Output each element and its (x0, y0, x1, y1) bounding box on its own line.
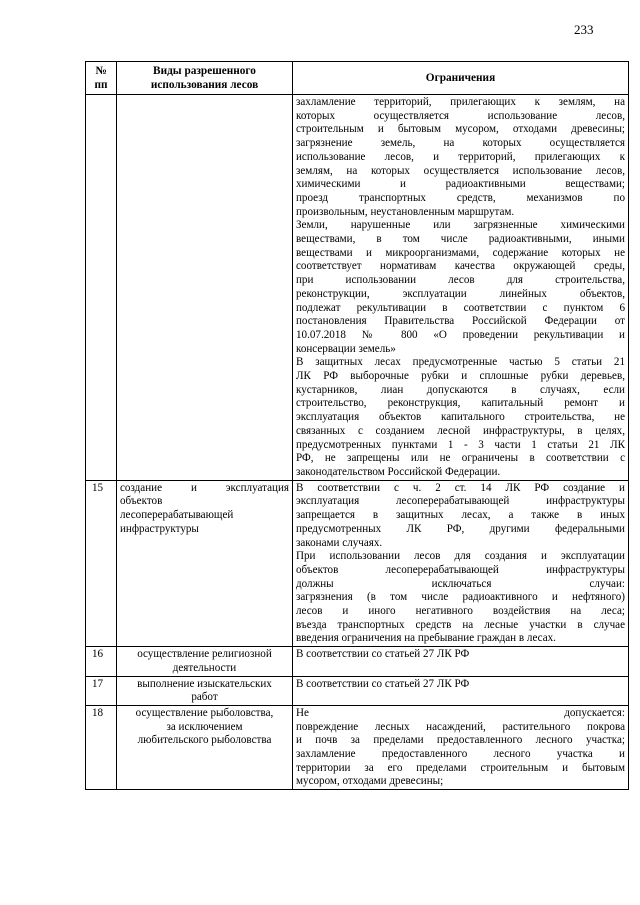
text-line: осуществление религиозной (137, 648, 272, 661)
row-number: 16 (86, 647, 117, 676)
text-line: повреждение лесных насаждений, растительного покрова (296, 720, 625, 733)
text-line: Земли, нарушенные или загрязненные химическими (296, 219, 625, 232)
restrictions-cell (293, 480, 629, 646)
table-row (86, 705, 629, 789)
text-line: подлежат рекультивации в соответствии с пунктом 6 (296, 301, 625, 314)
text-line: захламление предоставленного лесного участка и (296, 748, 625, 761)
text-line: веществами и микроорганизмами, содержание которых не (296, 246, 625, 259)
use-type-cell (117, 647, 293, 676)
text-line: запрещается в защитных лесах, а также в иных (296, 509, 625, 522)
text-line: Не допускается: (296, 706, 625, 719)
cell-num-empty (86, 95, 117, 481)
text-line: В соответствии со статьей 27 ЛК РФ (296, 648, 470, 661)
header-restrictions: Ограничения (293, 62, 629, 95)
page-number: 233 (574, 22, 594, 37)
text-line: въезда транспортных средств на лесные участки в случае (296, 618, 625, 631)
text-line: химическими и радиоактивными веществами; (296, 178, 625, 191)
text-line: эксплуатация объектов капитального строительства, не (296, 411, 625, 424)
text-line: веществами, в том числе радиоактивными, иными (296, 233, 625, 246)
text-line: реконструкции, эксплуатации линейных объектов, (296, 287, 625, 300)
text-line: ЛК РФ выборочные рубки и сплошные рубки деревьев, (296, 370, 625, 383)
cell-restrictions-continued (293, 95, 629, 481)
text-line: использование лесов, и территорий, прилегающих к (296, 150, 625, 163)
text-line: лесов и иного негативного воздействия на леса; (296, 605, 625, 618)
text-line: предусмотренных пунктами 1 - 3 части 1 статьи 21 ЛК (296, 438, 625, 451)
text-line: деятельности (172, 661, 237, 674)
row-number: 18 (86, 705, 117, 789)
text-line: соответствует нормативам качества окружающей среды, (296, 260, 625, 273)
text-line: которых осуществляется использование лесов, (296, 109, 625, 122)
text-line: любительского рыболовства (137, 734, 272, 747)
text-line: создание и эксплуатация (120, 481, 289, 494)
text-line: инфраструктуры (120, 522, 199, 535)
text-line: загрязнение земель, на которых осуществляется (296, 137, 625, 150)
text-line: кустарников, лиан допускаются в случаях, если (296, 383, 625, 396)
text-line: 10.07.2018 № 800 «О проведении рекультивации и (296, 328, 625, 341)
header-num: № пп (86, 62, 117, 95)
text-line: объектов лесоперерабатывающей инфраструктуры (296, 563, 625, 576)
row-number: 17 (86, 676, 117, 705)
text-line: и почв за пределами предоставленного лесного участка; (296, 734, 625, 747)
table-header-row (86, 62, 629, 95)
table-row (86, 480, 629, 646)
text-line: введения ограничения на пребывание граждан в лесах. (296, 632, 556, 645)
text-line: лесоперерабатывающей (120, 509, 234, 522)
cell-use-type-empty (117, 95, 293, 481)
restrictions-table (85, 61, 629, 790)
text-line: выполнение изыскательских (137, 677, 272, 690)
text-line: мусором, отходами древесины; (296, 775, 444, 788)
use-type-cell (117, 480, 293, 646)
text-line: эксплуатация лесоперерабатывающей инфраструктуры (296, 495, 625, 508)
text-line: строительство, реконструкция, капитальный ремонт и (296, 397, 625, 410)
text-line: объектов (120, 495, 163, 508)
text-line: работ (191, 691, 218, 704)
text-line: должны исключаться случаи: (296, 577, 625, 590)
table-row-continued (86, 95, 629, 481)
text-line: произвольным, неустановленным маршрутам. (296, 205, 515, 218)
use-type-cell (117, 676, 293, 705)
text-line: проезд транспортных средств, механизмов по (296, 191, 625, 204)
table-row (86, 647, 629, 676)
text-line: за исключением (166, 720, 243, 733)
text-line: при использовании лесов для строительства, (296, 274, 625, 287)
text-line: В соответствии с ч. 2 ст. 14 ЛК РФ создание и (296, 481, 625, 494)
text-line: консервации земель» (296, 342, 396, 355)
text-line: В защитных лесах предусмотренные частью 5 статьи 21 (296, 356, 625, 369)
text-line: осуществление рыболовства, (135, 706, 274, 719)
text-line: загрязнения (в том числе радиоактивного и нефтяного) (296, 591, 625, 604)
text-line: законодательством Российской Федерации. (296, 465, 501, 478)
text-line: землям, на которых осуществляется использование лесов, (296, 164, 625, 177)
text-line: территории за его пределами строительным и бытовым (296, 761, 625, 774)
text-line: При использовании лесов для создания и эксплуатации (296, 550, 625, 563)
table-row (86, 676, 629, 705)
text-line: связанных с созданием лесной инфраструктуры, в целях, (296, 424, 625, 437)
use-type-cell (117, 705, 293, 789)
restrictions-cell (293, 705, 629, 789)
text-line: В соответствии со статьей 27 ЛК РФ (296, 677, 470, 690)
text-line: РФ, не запрещены или не ограничены в соответствии с (296, 452, 625, 465)
header-use-type: Виды разрешенного использования лесов (117, 62, 293, 95)
text-line: захламление территорий, прилегающих к землям, на (296, 96, 625, 108)
text-line: законами случаях. (296, 536, 383, 549)
text-line: предусмотренных ЛК РФ, другими федеральными (296, 522, 625, 535)
row-number: 15 (86, 480, 117, 646)
text-line: постановления Правительства Российской Федерации от (296, 315, 625, 328)
restrictions-cell (293, 647, 629, 676)
restrictions-cell (293, 676, 629, 705)
text-line: строительным и бытовым мусором, отходами древесины; (296, 123, 625, 136)
